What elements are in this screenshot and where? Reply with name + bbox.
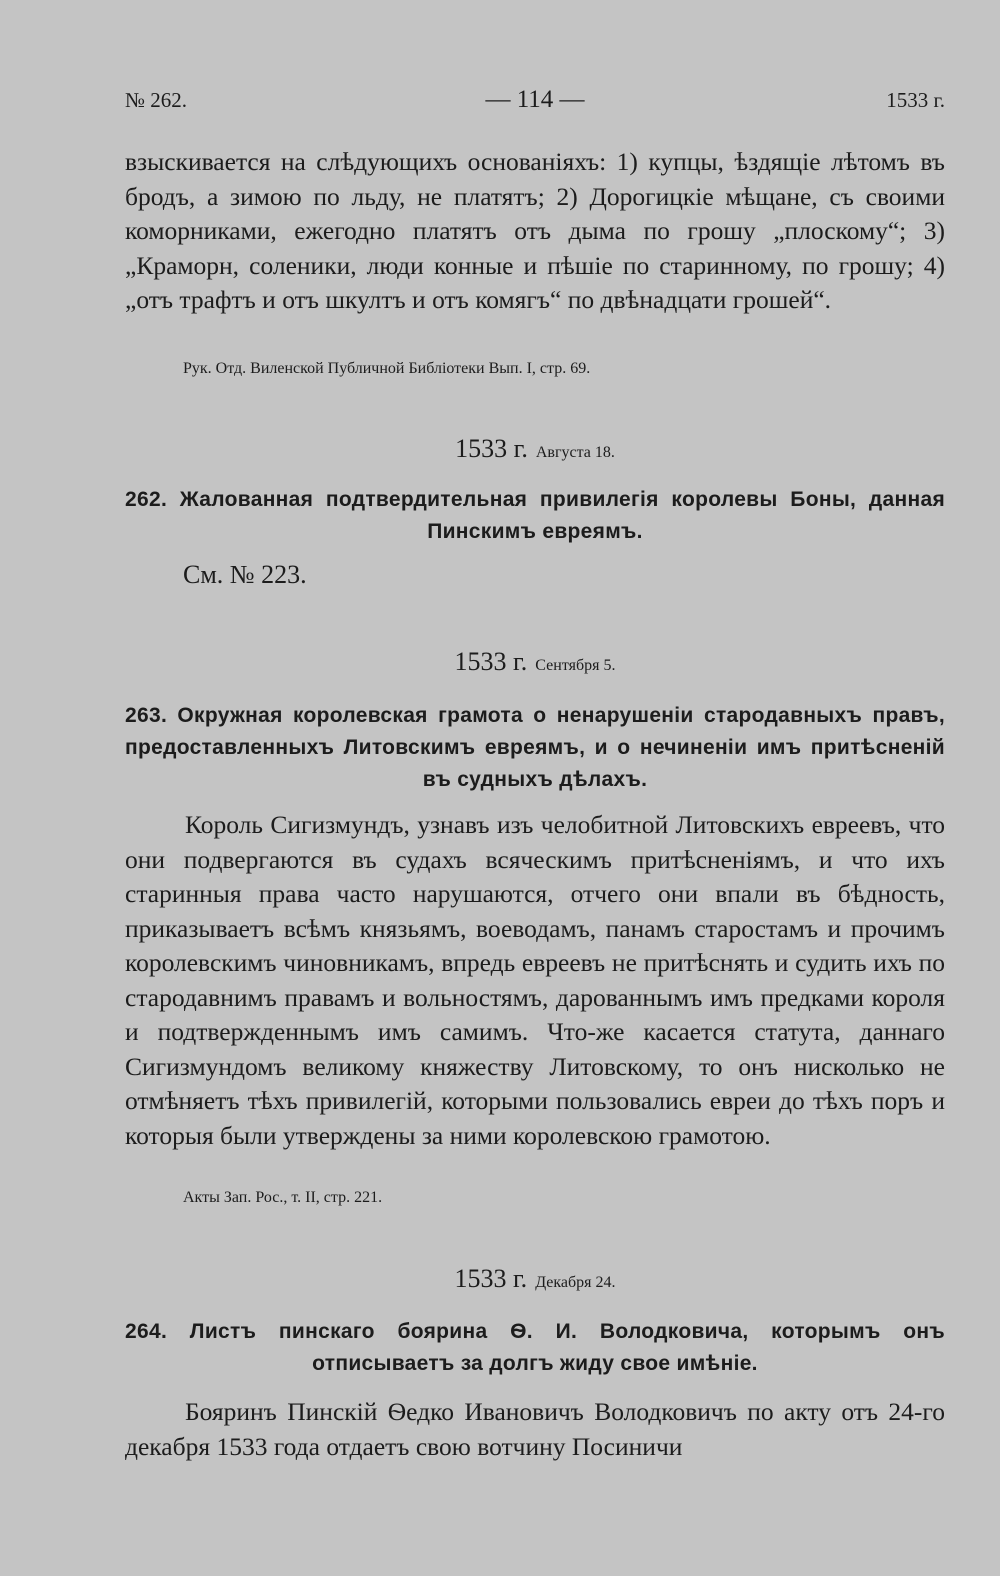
- entry-date-year: 1533 г.: [454, 647, 528, 676]
- entry-date-day: Августа 18.: [535, 444, 615, 461]
- entry-262-date: [125, 434, 945, 464]
- entry-title: 263. Окружная королевская грамота о ненарушеніи стародавныхъ правъ, предоставленныхъ Литовскимъ евреямъ, и о нечиненіи имъ притѣсненій въ судныхъ дѣлахъ.: [125, 704, 945, 791]
- entry-264: [125, 1316, 945, 1380]
- entry-264-date: [125, 1264, 945, 1294]
- continuation-source: Рук. Отд. Виленской Публичной Библіотеки Вып. I, стр. 69.: [183, 360, 591, 377]
- entry-paragraph: Бояринъ Пинскій Ѳедко Ивановичъ Володковичъ по акту отъ 24-го декабря 1533 года отдаетъ свою вотчину Посиничи: [125, 1397, 945, 1461]
- entry-262-ref-block: [125, 560, 945, 590]
- entry-264-body: [125, 1395, 945, 1464]
- entry-date-year: 1533 г.: [454, 1264, 528, 1293]
- entry-263-source-block: [125, 1188, 945, 1208]
- entry-262: [125, 484, 945, 548]
- entry-263-body: [125, 808, 945, 1153]
- entry-source: Акты Зап. Рос., т. II, стр. 221.: [183, 1189, 383, 1206]
- header-page-number: — 114 —: [485, 86, 585, 113]
- entry-date-day: Декабря 24.: [535, 1274, 616, 1291]
- entry-263: [125, 700, 945, 796]
- continuation-paragraph: взыскивается на слѣдующихъ основаніяхъ: 1) купцы, ѣздящіе лѣтомъ въ бродъ, а зимою по льду, не платятъ; 2) Дорогицкіе мѣщане, съ своими коморниками, ежегодно платятъ отъ дыма по грошу „плоскому“; 3) „Краморн, соленики, люди конные и пѣшіе по старинному, по грошу; 4) „отъ трафтъ и отъ шкултъ и отъ комягъ“ по двѣнадцати грошей“.: [125, 147, 945, 314]
- entry-263-date: [125, 647, 945, 677]
- continuation-source-block: [125, 359, 945, 379]
- continuation-section: [125, 145, 945, 318]
- entry-title: 264. Листъ пинскаго боярина Ѳ. И. Володковича, которымъ онъ отписываетъ за долгъ жиду свое имѣніе.: [125, 1320, 945, 1375]
- entry-title: 262. Жалованная подтвердительная привилегія королевы Боны, данная Пинскимъ евреямъ.: [125, 488, 945, 543]
- entry-reference: См. № 223.: [183, 560, 307, 589]
- header-year: 1533 г.: [886, 88, 945, 112]
- entry-paragraph: Король Сигизмундъ, узнавъ изъ челобитной Литовскихъ евреевъ, что они подвергаются въ судахъ всяческимъ притѣсненіямъ, и что ихъ старинныя права часто нарушаются, отчего они впали въ бѣдность, приказываетъ всѣмъ князьямъ, воеводамъ, панамъ старостамъ и прочимъ королевскимъ чиновникамъ, впредь евреевъ не притѣснять и судить ихъ по стародавнимъ правамъ и вольностямъ, дарованнымъ имъ предками короля и подтвержденнымъ имъ самимъ. Что-же касается статута, даннаго Сигизмундомъ великому княжеству Литовскому, то онъ нисколько не отмѣняетъ тѣхъ привилегій, которыми пользовались евреи до тѣхъ поръ и которыя были утверждены за ними королевскою грамотою.: [125, 810, 945, 1150]
- entry-date-year: 1533 г.: [455, 434, 528, 463]
- page-header: [125, 88, 945, 120]
- entry-date-day: Сентября 5.: [535, 657, 616, 674]
- header-document-number: № 262.: [125, 88, 188, 112]
